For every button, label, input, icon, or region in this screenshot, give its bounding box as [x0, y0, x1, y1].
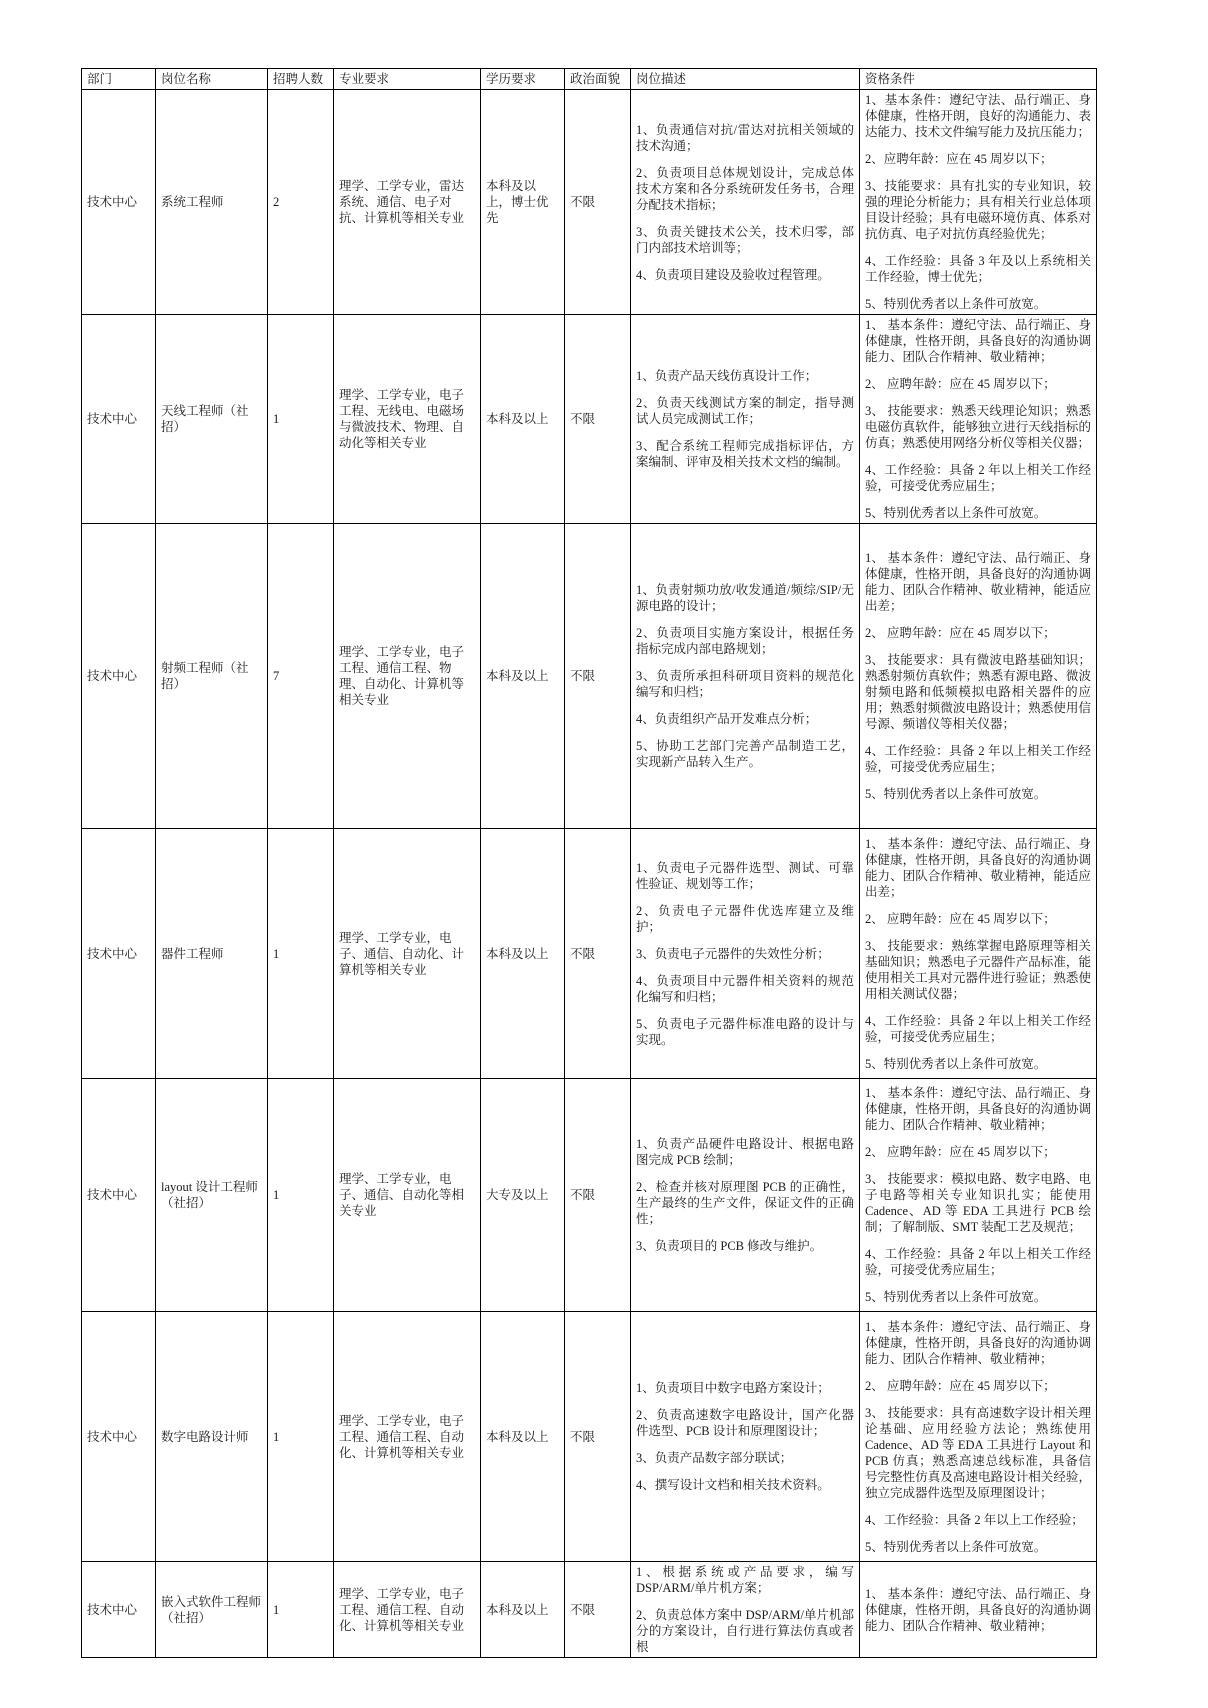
duties-text	[636, 1136, 854, 1254]
cell-headcount: 1	[268, 829, 334, 1079]
qualification-item: 5、特别优秀者以上条件可放宽。	[865, 297, 1047, 311]
qualification-item: 5、特别优秀者以上条件可放宽。	[865, 1290, 1047, 1304]
cell-education: 本科及以上，博士优先	[481, 90, 565, 315]
header-department: 部门	[82, 69, 156, 90]
duty-item: 2、检查并核对原理图 PCB 的正确性，生产最终的生产文件，保证文件的正确性；	[636, 1180, 854, 1226]
job-postings-table	[81, 68, 1097, 1658]
cell-education: 本科及以上	[481, 1312, 565, 1562]
duty-item: 1、根据系统或产品要求，编写 DSP/ARM/单片机方案；	[636, 1565, 854, 1595]
cell-department: 技术中心	[82, 90, 156, 315]
cell-political: 不限	[565, 1562, 631, 1658]
duty-item: 2、负责总体方案中 DSP/ARM/单片机部分的方案设计，自行进行算法仿真或者根	[636, 1608, 854, 1654]
qualification-item: 2、 应聘年龄：应在 45 周岁以下；	[865, 626, 1056, 640]
duties-text	[636, 1380, 854, 1493]
qualification-item: 3、 技能要求：熟悉天线理论知识；熟悉电磁仿真软件，能够独立进行天线指标的仿真；熟悉使用网络分析仪等相关仪器；	[865, 404, 1091, 450]
qualifications-text	[865, 1319, 1091, 1555]
duties-text	[636, 1564, 854, 1655]
duty-item: 2、负责电子元器件优选库建立及维护；	[636, 903, 854, 934]
cell-position: 天线工程师（社招）	[156, 315, 268, 524]
cell-political: 不限	[565, 315, 631, 524]
table-row	[82, 829, 1097, 1079]
cell-qualifications	[860, 1312, 1097, 1562]
cell-position: layout 设计工程师（社招）	[156, 1079, 268, 1312]
cell-qualifications	[860, 1079, 1097, 1312]
duty-item: 3、负责所承担科研项目资料的规范化编写和归档；	[636, 669, 854, 699]
qualification-item: 4、工作经验：具备 2 年以上相关工作经验，可接受优秀应届生；	[865, 744, 1091, 774]
cell-position: 系统工程师	[156, 90, 268, 315]
duties-text	[636, 860, 854, 1048]
qualification-item: 5、特别优秀者以上条件可放宽。	[865, 787, 1047, 801]
qualification-item: 2、 应聘年龄：应在 45 周岁以下；	[865, 911, 1056, 926]
header-headcount: 招聘人数	[268, 69, 334, 90]
duty-item: 1、负责通信对抗/雷达对抗相关领域的技术沟通；	[636, 122, 854, 153]
qualification-item: 5、特别优秀者以上条件可放宽。	[865, 1056, 1047, 1071]
cell-qualifications	[860, 1562, 1097, 1658]
duty-item: 1、负责项目中数字电路方案设计；	[636, 1381, 830, 1395]
cell-qualifications	[860, 524, 1097, 829]
job-table-body	[82, 90, 1097, 1658]
cell-political: 不限	[565, 90, 631, 315]
qualification-item: 1、 基本条件：遵纪守法、品行端正、身体健康，性格开朗，具备良好的沟通协调能力、团队合作精神、敬业精神；	[865, 1319, 1091, 1366]
duties-text	[636, 582, 854, 770]
cell-headcount: 1	[268, 1312, 334, 1562]
cell-political: 不限	[565, 829, 631, 1079]
table-row	[82, 1312, 1097, 1562]
qualification-item: 1、 基本条件：遵纪守法、品行端正、身体健康，性格开朗，具备良好的沟通协调能力、团队合作精神、敬业精神，能适应出差；	[865, 836, 1091, 899]
cell-qualifications	[860, 315, 1097, 524]
cell-major: 理学、工学专业，电子工程、通信工程、自动化、计算机等相关专业	[334, 1562, 481, 1658]
duty-item: 4、撰写设计文档和相关技术资料。	[636, 1478, 830, 1492]
qualification-item: 1、 基本条件：遵纪守法、品行端正、身体健康，性格开朗，具备良好的沟通协调能力、团队合作精神、敬业精神；	[865, 1086, 1091, 1132]
qualification-item: 1、 基本条件：遵纪守法、品行端正、身体健康，性格开朗，具备良好的沟通协调能力、团队合作精神、敬业精神；	[865, 1586, 1091, 1633]
qualification-item: 1、 基本条件：遵纪守法、品行端正、身体健康，性格开朗，具备良好的沟通协调能力、团队合作精神、敬业精神，能适应出差；	[865, 551, 1091, 613]
cell-duties	[631, 90, 860, 315]
cell-major: 理学、工学专业，电子、通信、自动化、计算机等相关专业	[334, 829, 481, 1079]
qualification-item: 3、 技能要求：模拟电路、数字电路、电子电路等相关专业知识扎实；能使用 Cadence、AD 等 EDA 工具进行 PCB 绘制；了解制版、SMT 装配工艺及规范；	[865, 1172, 1091, 1234]
duty-item: 4、负责项目建设及验收过程管理。	[636, 267, 830, 282]
qualification-item: 3、 技能要求：具有微波电路基础知识；熟悉射频仿真软件；熟悉有源电路、微波射频电路和低频模拟电路相关器件的应用；熟悉射频微波电路设计；熟悉使用信号源、频谱仪等相关仪器；	[865, 653, 1091, 731]
cell-duties	[631, 524, 860, 829]
cell-duties	[631, 1562, 860, 1658]
cell-major: 理学、工学专业，电子工程、通信工程、自动化、计算机等相关专业	[334, 1312, 481, 1562]
table-row	[82, 524, 1097, 829]
cell-position: 数字电路设计师	[156, 1312, 268, 1562]
cell-department: 技术中心	[82, 829, 156, 1079]
qualifications-text	[865, 550, 1091, 802]
header-qualifications: 资格条件	[860, 69, 1097, 90]
cell-position: 器件工程师	[156, 829, 268, 1079]
cell-department: 技术中心	[82, 1312, 156, 1562]
header-political: 政治面貌	[565, 69, 631, 90]
cell-education: 本科及以上	[481, 315, 565, 524]
duty-item: 2、负责高速数字电路设计，国产化器件选型、PCB 设计和原理图设计；	[636, 1408, 854, 1438]
cell-education: 本科及以上	[481, 524, 565, 829]
duty-item: 3、负责项目的 PCB 修改与维护。	[636, 1239, 823, 1253]
qualification-item: 2、 应聘年龄：应在 45 周岁以下；	[865, 1378, 1056, 1393]
cell-department: 技术中心	[82, 315, 156, 524]
cell-education: 大专及以上	[481, 1079, 565, 1312]
qualification-item: 4、工作经验：具备 2 年以上相关工作经验，可接受优秀应届生；	[865, 1013, 1091, 1044]
qualification-item: 4、工作经验：具备 2 年以上相关工作经验，可接受优秀应届生；	[865, 1247, 1091, 1277]
cell-qualifications	[860, 90, 1097, 315]
qualification-item: 3、技能要求：具有扎实的专业知识，较强的理论分析能力；具有相关行业总体项目设计经验；具有电磁环境仿真、体系对抗仿真、电子对抗仿真经验优先；	[865, 179, 1091, 241]
cell-department: 技术中心	[82, 1562, 156, 1658]
qualification-item: 5、特别优秀者以上条件可放宽。	[865, 506, 1047, 520]
cell-headcount: 2	[268, 90, 334, 315]
qualifications-text	[865, 92, 1091, 312]
duty-item: 3、负责电子元器件的失效性分析；	[636, 946, 830, 961]
qualification-item: 2、 应聘年龄：应在 45 周岁以下；	[865, 1145, 1056, 1159]
cell-headcount: 7	[268, 524, 334, 829]
duty-item: 1、负责产品硬件电路设计、根据电路图完成 PCB 绘制；	[636, 1137, 854, 1167]
table-row	[82, 315, 1097, 524]
cell-political: 不限	[565, 524, 631, 829]
table-row	[82, 1562, 1097, 1658]
cell-headcount: 1	[268, 315, 334, 524]
duties-text	[636, 368, 854, 470]
header-duties: 岗位描述	[631, 69, 860, 90]
header-education: 学历要求	[481, 69, 565, 90]
qualifications-text	[865, 1586, 1091, 1634]
qualification-item: 1、 基本条件：遵纪守法、品行端正、身体健康，性格开朗，具备良好的沟通协调能力、团队合作精神、敬业精神；	[865, 318, 1091, 364]
cell-education: 本科及以上	[481, 1562, 565, 1658]
duty-item: 3、负责关键技术公关，技术归零，部门内部技术培训等；	[636, 224, 854, 255]
header-position: 岗位名称	[156, 69, 268, 90]
cell-position: 射频工程师（社招）	[156, 524, 268, 829]
duty-item: 3、负责产品数字部分联试；	[636, 1451, 793, 1465]
cell-political: 不限	[565, 1079, 631, 1312]
cell-education: 本科及以上	[481, 829, 565, 1079]
cell-major: 理学、工学专业，电子工程、通信工程、物理、自动化、计算机等相关专业	[334, 524, 481, 829]
duty-item: 2、负责天线测试方案的制定，指导测试人员完成测试工作；	[636, 396, 854, 426]
cell-duties	[631, 829, 860, 1079]
cell-headcount: 1	[268, 1079, 334, 1312]
cell-department: 技术中心	[82, 524, 156, 829]
table-header-row	[82, 69, 1097, 90]
cell-major: 理学、工学专业，雷达系统、通信、电子对抗、计算机等相关专业	[334, 90, 481, 315]
duty-item: 2、负责项目实施方案设计，根据任务指标完成内部电路规划；	[636, 626, 854, 656]
cell-qualifications	[860, 829, 1097, 1079]
qualification-item: 5、特别优秀者以上条件可放宽。	[865, 1539, 1047, 1554]
duty-item: 5、负责电子元器件标准电路的设计与实现。	[636, 1016, 854, 1047]
duty-item: 4、负责项目中元器件相关资料的规范化编写和归档；	[636, 973, 854, 1004]
duty-item: 3、配合系统工程师完成指标评估，方案编制、评审及相关技术文档的编制。	[636, 439, 854, 469]
cell-duties	[631, 1312, 860, 1562]
duty-item: 1、负责电子元器件选型、测试、可靠性验证、规划等工作；	[636, 860, 854, 891]
qualification-item: 2、应聘年龄：应在 45 周岁以下；	[865, 152, 1053, 166]
cell-headcount: 1	[268, 1562, 334, 1658]
cell-duties	[631, 315, 860, 524]
qualifications-text	[865, 836, 1091, 1072]
duty-item: 1、负责产品天线仿真设计工作；	[636, 369, 818, 383]
cell-position: 嵌入式软件工程师（社招）	[156, 1562, 268, 1658]
cell-political: 不限	[565, 1312, 631, 1562]
duty-item: 4、负责组织产品开发难点分析；	[636, 712, 818, 726]
duties-text	[636, 122, 854, 283]
cell-major: 理学、工学专业，电子工程、无线电、电磁场与微波技术、物理、自动化等相关专业	[334, 315, 481, 524]
header-major: 专业要求	[334, 69, 481, 90]
table-row	[82, 90, 1097, 315]
qualification-item: 2、 应聘年龄：应在 45 周岁以下；	[865, 377, 1056, 391]
duty-item: 1、负责射频功放/收发通道/频综/SIP/无源电路的设计；	[636, 583, 854, 613]
qualification-item: 4、工作经验：具备 2 年以上相关工作经验，可接受优秀应届生；	[865, 463, 1091, 493]
qualification-item: 1、基本条件：遵纪守法、品行端正、身体健康，性格开朗，良好的沟通能力、表达能力、技术文件编写能力及抗压能力；	[865, 93, 1091, 139]
qualification-item: 3、 技能要求：熟练掌握电路原理等相关基础知识；熟悉电子元器件产品标准，能使用相关工具对元器件进行验证；熟悉使用相关测试仪器；	[865, 938, 1091, 1001]
cell-department: 技术中心	[82, 1079, 156, 1312]
qualification-item: 3、 技能要求：具有高速数字设计相关理论基础、应用经验方法论；熟练使用 Cadence、AD 等 EDA 工具进行 Layout 和 PCB 仿真；熟悉高速总线标准，具备信号完整性仿真及高速电路设计相关经验，独立完成器件选型及原理图设计；	[865, 1405, 1091, 1500]
qualification-item: 4、工作经验：具备 3 年及以上系统相关工作经验，博士优先；	[865, 254, 1091, 284]
cell-major: 理学、工学专业，电子、通信、自动化等相关专业	[334, 1079, 481, 1312]
qualifications-text	[865, 1085, 1091, 1305]
table-row	[82, 1079, 1097, 1312]
cell-duties	[631, 1079, 860, 1312]
duty-item: 2、负责项目总体规划设计，完成总体技术方案和各分系统研发任务书，合理分配技术指标；	[636, 165, 854, 212]
duty-item: 5、协助工艺部门完善产品制造工艺，实现新产品转入生产。	[636, 739, 854, 769]
qualification-item: 4、工作经验：具备 2 年以上工作经验；	[865, 1512, 1084, 1527]
qualifications-text	[865, 317, 1091, 521]
